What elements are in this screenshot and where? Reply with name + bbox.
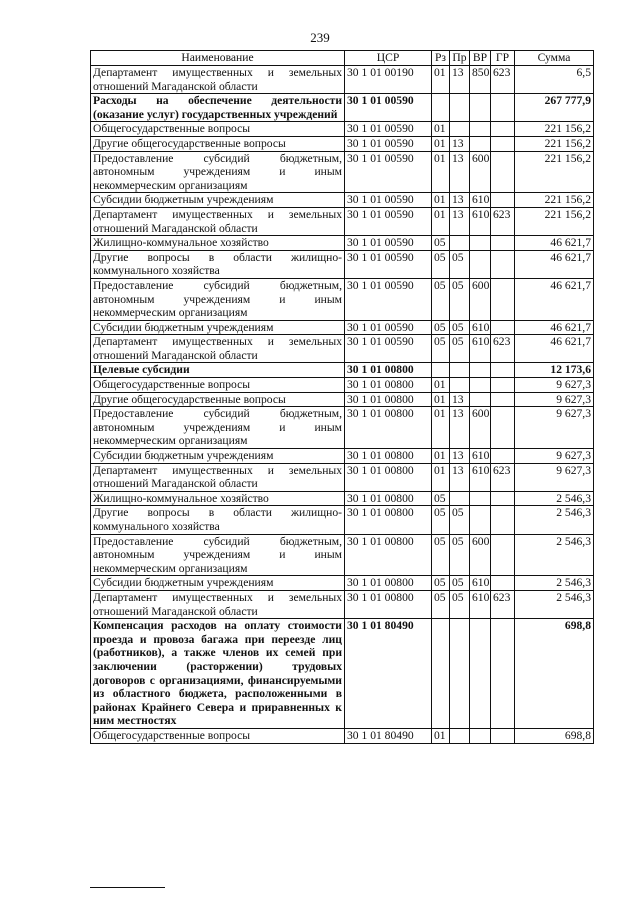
sum-cell: 46 621,7	[515, 320, 594, 335]
name-cell: Другие общегосударственные вопросы	[91, 392, 345, 407]
gr-cell	[491, 278, 515, 320]
csr-cell: 30 1 01 00800	[345, 378, 432, 393]
pr-cell: 05	[450, 576, 470, 591]
pr-cell	[450, 363, 470, 378]
vr-cell: 600	[470, 278, 491, 320]
rz-cell: 01	[432, 207, 450, 235]
gr-cell	[491, 576, 515, 591]
pr-cell: 05	[450, 590, 470, 618]
vr-cell: 610	[470, 193, 491, 208]
rz-cell: 05	[432, 506, 450, 534]
name-cell: Другие вопросы в области жилищно-коммунального хозяйства	[91, 250, 345, 278]
sum-cell: 2 546,3	[515, 576, 594, 591]
rz-cell: 01	[432, 728, 450, 743]
vr-cell	[470, 378, 491, 393]
gr-cell	[491, 728, 515, 743]
table-row	[91, 576, 594, 591]
pr-cell: 13	[450, 151, 470, 193]
sum-cell: 9 627,3	[515, 463, 594, 491]
page-number: 239	[310, 30, 330, 45]
table-row	[91, 193, 594, 208]
pr-cell	[450, 378, 470, 393]
sum-cell: 221 156,2	[515, 193, 594, 208]
rz-cell: 05	[432, 491, 450, 506]
csr-cell: 30 1 01 00590	[345, 151, 432, 193]
rz-cell	[432, 94, 450, 122]
gr-cell	[491, 392, 515, 407]
csr-cell: 30 1 01 00590	[345, 193, 432, 208]
csr-cell: 30 1 01 00590	[345, 278, 432, 320]
name-cell: Жилищно-коммунальное хозяйство	[91, 236, 345, 251]
name-cell: Компенсация расходов на оплату стоимости проезда и провоза багажа при переезде лиц (работников), а также членов их семей при заключении (расторжении) трудовых договоров с организациями, финансируемыми из областного бюджета, расположенными в районах Крайнего Севера и приравненных к ним местностях	[91, 619, 345, 729]
table-row	[91, 491, 594, 506]
rz-cell: 01	[432, 463, 450, 491]
csr-cell: 30 1 01 00800	[345, 506, 432, 534]
gr-cell	[491, 534, 515, 576]
gr-cell	[491, 193, 515, 208]
header-name: Наименование	[91, 51, 345, 66]
vr-cell: 610	[470, 463, 491, 491]
name-cell: Общегосударственные вопросы	[91, 378, 345, 393]
table-row	[91, 122, 594, 137]
table-row	[91, 320, 594, 335]
rz-cell: 01	[432, 66, 450, 94]
rz-cell: 01	[432, 193, 450, 208]
rz-cell	[432, 619, 450, 729]
table-row	[91, 335, 594, 363]
table-row	[91, 363, 594, 378]
csr-cell: 30 1 01 00590	[345, 250, 432, 278]
header-row	[91, 51, 594, 66]
header-gr: ГР	[491, 51, 515, 66]
pr-cell	[450, 491, 470, 506]
sum-cell: 12 173,6	[515, 363, 594, 378]
vr-cell	[470, 728, 491, 743]
table-row	[91, 278, 594, 320]
header-vr: ВР	[470, 51, 491, 66]
name-cell: Департамент имущественных и земельных отношений Магаданской области	[91, 207, 345, 235]
gr-cell: 623	[491, 66, 515, 94]
vr-cell	[470, 619, 491, 729]
csr-cell: 30 1 01 00590	[345, 236, 432, 251]
pr-cell: 13	[450, 392, 470, 407]
pr-cell	[450, 236, 470, 251]
rz-cell: 05	[432, 534, 450, 576]
pr-cell	[450, 94, 470, 122]
gr-cell	[491, 506, 515, 534]
rz-cell: 05	[432, 320, 450, 335]
rz-cell: 01	[432, 378, 450, 393]
sum-cell: 46 621,7	[515, 278, 594, 320]
sum-cell: 9 627,3	[515, 407, 594, 449]
name-cell: Предоставление субсидий бюджетным, автономным учреждениям и иным некоммерческим организациям	[91, 407, 345, 449]
csr-cell: 30 1 01 00590	[345, 122, 432, 137]
rz-cell: 05	[432, 236, 450, 251]
table-row	[91, 378, 594, 393]
gr-cell	[491, 449, 515, 464]
pr-cell: 13	[450, 66, 470, 94]
sum-cell: 698,8	[515, 728, 594, 743]
rz-cell: 01	[432, 136, 450, 151]
csr-cell: 30 1 01 00800	[345, 392, 432, 407]
pr-cell	[450, 619, 470, 729]
rz-cell: 01	[432, 392, 450, 407]
rz-cell: 01	[432, 151, 450, 193]
sum-cell: 46 621,7	[515, 250, 594, 278]
rz-cell: 05	[432, 250, 450, 278]
vr-cell	[470, 506, 491, 534]
gr-cell	[491, 619, 515, 729]
table-row	[91, 728, 594, 743]
csr-cell: 30 1 01 00800	[345, 407, 432, 449]
gr-cell	[491, 236, 515, 251]
rz-cell: 01	[432, 449, 450, 464]
gr-cell: 623	[491, 463, 515, 491]
name-cell: Субсидии бюджетным учреждениям	[91, 449, 345, 464]
table-row	[91, 250, 594, 278]
name-cell: Департамент имущественных и земельных отношений Магаданской области	[91, 335, 345, 363]
pr-cell: 05	[450, 506, 470, 534]
sum-cell: 221 156,2	[515, 122, 594, 137]
vr-cell	[470, 250, 491, 278]
table-row	[91, 590, 594, 618]
csr-cell: 30 1 01 00590	[345, 136, 432, 151]
pr-cell	[450, 728, 470, 743]
table-row	[91, 534, 594, 576]
header-csr: ЦСР	[345, 51, 432, 66]
pr-cell: 13	[450, 449, 470, 464]
csr-cell: 30 1 01 00590	[345, 94, 432, 122]
sum-cell: 221 156,2	[515, 207, 594, 235]
sum-cell: 221 156,2	[515, 151, 594, 193]
table-row	[91, 407, 594, 449]
vr-cell: 610	[470, 335, 491, 363]
sum-cell: 2 546,3	[515, 590, 594, 618]
gr-cell	[491, 407, 515, 449]
name-cell: Другие вопросы в области жилищно-коммунального хозяйства	[91, 506, 345, 534]
pr-cell: 13	[450, 193, 470, 208]
pr-cell: 05	[450, 534, 470, 576]
sum-cell: 6,5	[515, 66, 594, 94]
name-cell: Департамент имущественных и земельных отношений Магаданской области	[91, 590, 345, 618]
csr-cell: 30 1 01 00800	[345, 534, 432, 576]
vr-cell	[470, 94, 491, 122]
name-cell: Целевые субсидии	[91, 363, 345, 378]
pr-cell: 05	[450, 335, 470, 363]
pr-cell: 05	[450, 278, 470, 320]
name-cell: Субсидии бюджетным учреждениям	[91, 320, 345, 335]
vr-cell: 610	[470, 207, 491, 235]
csr-cell: 30 1 01 00800	[345, 449, 432, 464]
table-row	[91, 619, 594, 729]
csr-cell: 30 1 01 80490	[345, 619, 432, 729]
csr-cell: 30 1 01 00590	[345, 335, 432, 363]
name-cell: Предоставление субсидий бюджетным, автономным учреждениям и иным некоммерческим организациям	[91, 278, 345, 320]
table-row	[91, 236, 594, 251]
name-cell: Предоставление субсидий бюджетным, автономным учреждениям и иным некоммерческим организациям	[91, 534, 345, 576]
name-cell: Другие общегосударственные вопросы	[91, 136, 345, 151]
table-row	[91, 94, 594, 122]
sum-cell: 2 546,3	[515, 534, 594, 576]
name-cell: Общегосударственные вопросы	[91, 728, 345, 743]
gr-cell	[491, 363, 515, 378]
table-row	[91, 136, 594, 151]
vr-cell	[470, 136, 491, 151]
name-cell: Департамент имущественных и земельных отношений Магаданской области	[91, 463, 345, 491]
footnote-divider	[90, 887, 165, 888]
vr-cell	[470, 363, 491, 378]
table-row	[91, 463, 594, 491]
sum-cell: 9 627,3	[515, 392, 594, 407]
table-row	[91, 151, 594, 193]
vr-cell	[470, 122, 491, 137]
table-body	[91, 66, 594, 744]
rz-cell: 05	[432, 278, 450, 320]
name-cell: Расходы на обеспечение деятельности (оказание услуг) государственных учреждений	[91, 94, 345, 122]
table-row	[91, 449, 594, 464]
header-pr: Пр	[450, 51, 470, 66]
vr-cell: 610	[470, 590, 491, 618]
name-cell: Жилищно-коммунальное хозяйство	[91, 491, 345, 506]
csr-cell: 30 1 01 80490	[345, 728, 432, 743]
pr-cell: 13	[450, 207, 470, 235]
csr-cell: 30 1 01 00800	[345, 491, 432, 506]
pr-cell: 13	[450, 136, 470, 151]
csr-cell: 30 1 01 00800	[345, 576, 432, 591]
sum-cell: 9 627,3	[515, 449, 594, 464]
sum-cell: 267 777,9	[515, 94, 594, 122]
csr-cell: 30 1 01 00800	[345, 463, 432, 491]
sum-cell: 46 621,7	[515, 335, 594, 363]
vr-cell: 610	[470, 320, 491, 335]
table-row	[91, 66, 594, 94]
header-rz: Рз	[432, 51, 450, 66]
gr-cell	[491, 136, 515, 151]
csr-cell: 30 1 01 00190	[345, 66, 432, 94]
vr-cell	[470, 491, 491, 506]
gr-cell	[491, 320, 515, 335]
gr-cell: 623	[491, 207, 515, 235]
vr-cell: 610	[470, 449, 491, 464]
vr-cell: 600	[470, 534, 491, 576]
name-cell: Общегосударственные вопросы	[91, 122, 345, 137]
vr-cell: 600	[470, 407, 491, 449]
csr-cell: 30 1 01 00800	[345, 590, 432, 618]
pr-cell: 05	[450, 250, 470, 278]
pr-cell	[450, 122, 470, 137]
csr-cell: 30 1 01 00590	[345, 207, 432, 235]
rz-cell: 05	[432, 590, 450, 618]
vr-cell	[470, 236, 491, 251]
rz-cell	[432, 363, 450, 378]
rz-cell: 01	[432, 122, 450, 137]
gr-cell	[491, 250, 515, 278]
name-cell: Предоставление субсидий бюджетным, автономным учреждениям и иным некоммерческим организациям	[91, 151, 345, 193]
table-row	[91, 392, 594, 407]
sum-cell: 698,8	[515, 619, 594, 729]
sum-cell: 9 627,3	[515, 378, 594, 393]
vr-cell: 850	[470, 66, 491, 94]
sum-cell: 2 546,3	[515, 491, 594, 506]
table-row	[91, 506, 594, 534]
header-sum: Сумма	[515, 51, 594, 66]
vr-cell: 600	[470, 151, 491, 193]
pr-cell: 13	[450, 463, 470, 491]
gr-cell	[491, 94, 515, 122]
table-row	[91, 207, 594, 235]
sum-cell: 2 546,3	[515, 506, 594, 534]
gr-cell	[491, 491, 515, 506]
gr-cell: 623	[491, 335, 515, 363]
name-cell: Субсидии бюджетным учреждениям	[91, 193, 345, 208]
vr-cell: 610	[470, 576, 491, 591]
pr-cell: 05	[450, 320, 470, 335]
name-cell: Субсидии бюджетным учреждениям	[91, 576, 345, 591]
gr-cell	[491, 122, 515, 137]
rz-cell: 05	[432, 576, 450, 591]
sum-cell: 221 156,2	[515, 136, 594, 151]
table-header	[91, 51, 594, 66]
rz-cell: 01	[432, 407, 450, 449]
gr-cell	[491, 378, 515, 393]
gr-cell: 623	[491, 590, 515, 618]
csr-cell: 30 1 01 00590	[345, 320, 432, 335]
rz-cell: 05	[432, 335, 450, 363]
budget-table	[90, 50, 594, 744]
csr-cell: 30 1 01 00800	[345, 363, 432, 378]
vr-cell	[470, 392, 491, 407]
pr-cell: 13	[450, 407, 470, 449]
gr-cell	[491, 151, 515, 193]
name-cell: Департамент имущественных и земельных отношений Магаданской области	[91, 66, 345, 94]
sum-cell: 46 621,7	[515, 236, 594, 251]
